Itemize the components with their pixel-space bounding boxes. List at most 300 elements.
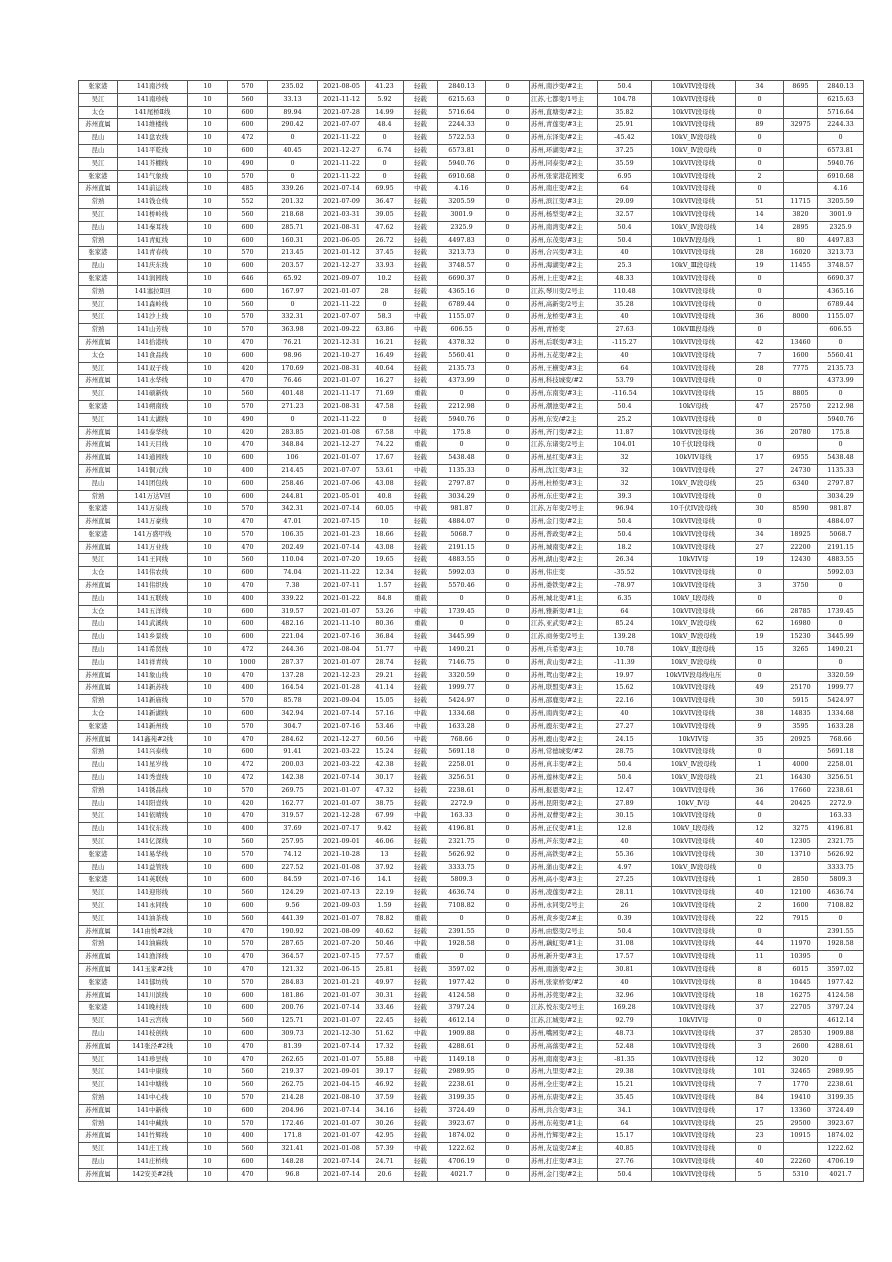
table-row [79,1027,864,1040]
table-cell: 25170 [784,682,818,695]
table-cell: 53.61 [366,464,404,477]
table-cell: 560 [228,1066,268,1079]
table-cell: 40 [736,887,784,900]
table-cell: 4021.7 [818,1168,864,1181]
table-row [79,823,864,836]
table-row [79,1117,864,1130]
table-cell: 1600 [784,900,818,913]
table-cell: 15 [736,388,784,401]
table-cell: 10kVIV段母线 [652,695,736,708]
table-cell: 苏州直属 [79,541,118,554]
table-cell: 142.38 [268,772,318,785]
table-cell: 10 [188,170,228,183]
table-cell: 2021-01-07 [318,1130,366,1143]
table-row [79,362,864,375]
table-cell: 2600 [784,1040,818,1053]
table-cell: 36 [736,311,784,324]
table-cell: 0 [818,388,864,401]
table-cell: 2021-07-14 [318,708,366,721]
table-cell: 141珍昙线 [118,1053,188,1066]
table-cell: 24730 [784,464,818,477]
table-cell: 50.4 [598,1168,652,1181]
table-cell: 11.87 [598,426,652,439]
table-cell: 25750 [784,400,818,413]
table-cell: 37.45 [366,247,404,260]
table-cell: 570 [228,720,268,733]
table-cell: 轻载 [404,823,438,836]
table-cell: 3724.49 [438,1104,486,1117]
table-cell: 271.23 [268,400,318,413]
table-cell: 1155.07 [818,311,864,324]
table-cell: 10 [188,247,228,260]
table-cell: 苏州,金门变/#2主 [530,1168,598,1181]
table-cell [784,1143,818,1156]
table-cell: 10kVIV段母线 [652,375,736,388]
table-row [79,1130,864,1143]
table-cell: 4883.55 [438,554,486,567]
table-row [79,81,864,94]
table-row [79,272,864,285]
table-cell: -78.97 [598,580,652,593]
table-cell: 2212.98 [438,400,486,413]
table-cell: 2021-07-20 [318,938,366,951]
table-cell: 苏州,杜桥变/#3主 [530,477,598,490]
table-cell: 0 [486,1015,530,1028]
table-cell: 35.59 [598,157,652,170]
table-cell: 472 [228,759,268,772]
table-cell: 10kVIV段母线 [652,720,736,733]
table-cell: 5438.48 [818,452,864,465]
table-cell: 0 [486,106,530,119]
table-cell: 570 [228,503,268,516]
table-cell: 0 [486,989,530,1002]
table-cell: 苏州,城北变/#1主 [530,592,598,605]
table-cell: 昆山 [79,477,118,490]
table-cell: 235.02 [268,81,318,94]
table-cell: 0 [736,746,784,759]
table-cell: 3748.57 [818,260,864,273]
table-row [79,528,864,541]
table-cell: 141王同线 [118,554,188,567]
table-cell: 10kVIV段母线 [652,1117,736,1130]
table-cell: 4.97 [598,861,652,874]
table-cell: 162.77 [268,797,318,810]
table-cell: 141竹辉线 [118,1130,188,1143]
table-cell: 2021-08-09 [318,925,366,938]
table-row [79,106,864,119]
table-cell: 10 [188,925,228,938]
table-cell: 22 [736,912,784,925]
table-cell: 141云宫线 [118,1015,188,1028]
table-cell: 5691.18 [818,746,864,759]
table-cell: 0 [486,746,530,759]
table-cell: 164.54 [268,682,318,695]
table-cell: 苏州,东苑变/#1主 [530,1117,598,1130]
table-cell: 3001.9 [818,208,864,221]
table-cell: 65.92 [268,272,318,285]
table-cell: 148.28 [268,1155,318,1168]
table-cell: 10 [188,708,228,721]
table-cell: 0 [486,464,530,477]
table-cell: 中载 [404,605,438,618]
table-cell: 2238.61 [818,1079,864,1092]
table-cell: 560 [228,208,268,221]
table-cell: 苏州直属 [79,183,118,196]
table-cell: 2021-03-22 [318,746,366,759]
table-cell: 轻载 [404,247,438,260]
table-cell: 1770 [784,1079,818,1092]
table-cell: 昆山 [79,1155,118,1168]
table-cell: 53.46 [366,720,404,733]
table-cell: 51.62 [366,1027,404,1040]
table-cell: 74.12 [268,848,318,861]
table-cell: 10 [188,1040,228,1053]
table-cell: 0 [736,1015,784,1028]
table-cell: 昆山 [79,823,118,836]
table-cell: 19 [736,554,784,567]
table-cell: 570 [228,695,268,708]
table-cell: 24.15 [598,733,652,746]
table-cell: 121.32 [268,963,318,976]
table-cell: 苏州,昆阳变/#2主 [530,797,598,810]
table-cell: 10 [188,1002,228,1015]
table-cell: 0 [486,1002,530,1015]
table-cell: 2021-03-31 [318,208,366,221]
table-cell: 5.92 [366,93,404,106]
table-cell: 600 [228,989,268,1002]
table-cell: 10 [188,388,228,401]
table-cell: 141庆东线 [118,260,188,273]
table-cell: 600 [228,260,268,273]
table-cell: 141中新线 [118,1104,188,1117]
table-cell: 0 [486,298,530,311]
table-cell: 244.81 [268,490,318,503]
table-row [79,1053,864,1066]
table-cell: 141新州线 [118,720,188,733]
table-cell: 12 [736,823,784,836]
table-cell: 1977.42 [438,976,486,989]
table-cell: 287.65 [268,938,318,951]
table-cell: 35.45 [598,1091,652,1104]
table-cell: 吴江 [79,887,118,900]
table-cell: 0 [486,1143,530,1156]
table-cell: 3597.02 [438,963,486,976]
table-cell: 141象山线 [118,669,188,682]
table-cell: 2021-01-22 [318,592,366,605]
table-cell: 40 [598,976,652,989]
table-cell: 67.58 [366,426,404,439]
table-cell: 11970 [784,938,818,951]
table-cell: 2 [736,170,784,183]
table-cell: 10kVIV段母线 [652,464,736,477]
table-cell: 1 [736,759,784,772]
table-cell: 768.66 [438,733,486,746]
table-cell: 39.17 [366,1066,404,1079]
table-cell: 420 [228,426,268,439]
table-cell: 470 [228,733,268,746]
table-cell: 10kVIV段母线 [652,106,736,119]
table-cell: 张家港 [79,720,118,733]
table-cell: 141南珍线 [118,93,188,106]
table-cell: 85.24 [598,618,652,631]
table-cell: 16430 [784,772,818,785]
table-cell: 77.57 [366,951,404,964]
table-row [79,963,864,976]
table-cell: 141润园线 [118,272,188,285]
table-cell: 轻载 [404,925,438,938]
table-cell: 10 [188,989,228,1002]
table-cell: 10 [188,797,228,810]
table-row [79,848,864,861]
table-row [79,695,864,708]
table-cell: 2021-07-16 [318,874,366,887]
table-cell [784,861,818,874]
table-cell: 中载 [404,720,438,733]
table-cell: 3034.29 [438,490,486,503]
table-cell: 6955 [784,452,818,465]
table-cell: 62 [736,618,784,631]
table-cell: 22260 [784,1155,818,1168]
table-cell: 170.69 [268,362,318,375]
table-cell: 0 [736,144,784,157]
table-cell: 1222.62 [438,1143,486,1156]
table-cell: 0 [818,336,864,349]
table-cell: 141前运线 [118,183,188,196]
table-cell: 0 [736,93,784,106]
table-cell: 0 [268,157,318,170]
table-cell: 175.8 [438,426,486,439]
table-cell: 10 [188,1130,228,1143]
table-cell: 轻载 [404,1168,438,1181]
table-cell: 470 [228,541,268,554]
table-cell: 15.17 [598,1130,652,1143]
table-cell: 5068.7 [818,528,864,541]
table-cell: 50.4 [598,772,652,785]
table-cell: 10kVIV段母线 [652,567,736,580]
table-cell: 20925 [784,733,818,746]
table-cell: 84 [736,1091,784,1104]
table-cell: 141中心线 [118,1091,188,1104]
table-cell: 苏州,高新变/2号主 [530,298,598,311]
table-cell: 苏州直属 [79,452,118,465]
table-cell: 25.81 [366,963,404,976]
table-cell: 昆山 [79,656,118,669]
table-cell: 262.65 [268,1053,318,1066]
table-cell: 中载 [404,708,438,721]
table-cell: 5940.76 [438,413,486,426]
table-cell: 141永同线 [118,900,188,913]
table-cell: 0 [736,272,784,285]
table-cell: 重载 [404,618,438,631]
table-cell: 1222.62 [818,1143,864,1156]
table-cell: -35.52 [598,567,652,580]
table-cell: 64 [598,605,652,618]
table-cell: 74.22 [366,439,404,452]
table-cell: 常熟 [79,324,118,337]
table-cell: 10 [188,464,228,477]
table-cell: 1739.45 [438,605,486,618]
table-cell: 0 [818,439,864,452]
table-cell: 0 [736,298,784,311]
table-cell: 0 [486,1091,530,1104]
table-cell: 13710 [784,848,818,861]
table-cell: 141张泾#2线 [118,1040,188,1053]
table-cell: 10kVIV段母线 [652,1040,736,1053]
table-cell: 5310 [784,1168,818,1181]
table-cell: 3213.73 [818,247,864,260]
table-cell: 中载 [404,426,438,439]
table-cell: 5716.64 [438,106,486,119]
table-cell: 92.79 [598,1015,652,1028]
table-cell: 2840.13 [438,81,486,94]
table-cell: 3 [736,580,784,593]
table-cell: 轻载 [404,1155,438,1168]
table-cell: 319.57 [268,605,318,618]
table-cell: 34.1 [598,1104,652,1117]
table-cell: 64 [598,362,652,375]
table-cell: 苏州,湖山变/#2主 [530,554,598,567]
table-cell: 苏州,莲林变/#2主 [530,772,598,785]
table-row [79,631,864,644]
table-cell: 6015 [784,963,818,976]
table-cell: 400 [228,592,268,605]
table-cell: 苏州直属 [79,1104,118,1117]
table-row [79,644,864,657]
table-cell: 4288.61 [818,1040,864,1053]
table-cell: 2021-11-17 [318,388,366,401]
table-cell: 30.26 [366,1117,404,1130]
table-cell: 10 [188,311,228,324]
table-cell: 常熟 [79,285,118,298]
table-row [79,836,864,849]
table-cell: 141星岁线 [118,759,188,772]
table-cell: 轻载 [404,669,438,682]
table-cell: 10395 [784,951,818,964]
table-cell: 0 [486,592,530,605]
table-cell: 2021-07-06 [318,477,366,490]
table-cell [784,925,818,938]
table-cell: 35 [736,733,784,746]
table-cell: 0 [486,375,530,388]
table-cell: 10kVIV段母线 [652,900,736,913]
table-cell: 41.23 [366,81,404,94]
table-cell: 2021-01-07 [318,1015,366,1028]
table-cell: 36 [736,426,784,439]
table-cell: 3748.57 [438,260,486,273]
table-cell: 470 [228,439,268,452]
table-cell: 2021-09-01 [318,1066,366,1079]
table-cell: 10 [188,516,228,529]
table-cell: 10 [188,528,228,541]
table-cell: 400 [228,682,268,695]
table-cell: 1999.77 [438,682,486,695]
table-cell: 轻载 [404,848,438,861]
table-cell: 71.69 [366,388,404,401]
table-cell: 2021-07-20 [318,554,366,567]
table-cell: 0 [486,541,530,554]
table-cell: 0 [486,618,530,631]
table-cell: 2021-10-27 [318,349,366,362]
table-cell: 34 [736,528,784,541]
table-cell: 3213.73 [438,247,486,260]
table-cell: 昆山 [79,592,118,605]
table-cell: 10kVIV段母线 [652,1079,736,1092]
table-row [79,208,864,221]
table-cell: 10 [188,618,228,631]
table-cell: 10kVIV段母线 [652,93,736,106]
table-cell: 1 [736,874,784,887]
table-cell: 81.39 [268,1040,318,1053]
table-cell: 33.13 [268,93,318,106]
table-cell: 0 [486,963,530,976]
table-cell: 10 [188,285,228,298]
table-cell: 104.78 [598,93,652,106]
table-cell: 10 [188,605,228,618]
table-cell: 28.11 [598,887,652,900]
table-cell: 16275 [784,989,818,1002]
table-cell: 10 [188,234,228,247]
table-cell: 401.48 [268,388,318,401]
table-cell: 14 [736,208,784,221]
table-cell: 苏州,娄铁变/#2主 [530,580,598,593]
table-cell: 89.94 [268,106,318,119]
table-cell: 141晚村线 [118,1002,188,1015]
table-cell: 3445.99 [438,631,486,644]
table-cell: 41.14 [366,682,404,695]
table-cell: 10 [188,938,228,951]
table-cell: 6910.68 [818,170,864,183]
table-cell: 中载 [404,938,438,951]
table-cell: 38 [736,708,784,721]
table-row [79,311,864,324]
table-cell: 10kVIV段母线电压 [652,669,736,682]
table-cell: 5940.76 [818,157,864,170]
table-cell: 4196.81 [438,823,486,836]
table-cell: 141依晴线 [118,810,188,823]
table-cell: 470 [228,951,268,964]
table-cell: 2021-11-12 [318,93,366,106]
table-cell: 244.36 [268,644,318,657]
table-cell: 常熟 [79,784,118,797]
table-cell: 0 [486,503,530,516]
table-cell: 0 [486,861,530,874]
table-cell: 2021-03-22 [318,759,366,772]
table-cell: 4.16 [818,183,864,196]
table-cell: 轻载 [404,234,438,247]
table-cell: 轻载 [404,1040,438,1053]
table-cell: 0 [486,554,530,567]
table-cell: 7146.75 [438,656,486,669]
table-cell: 110.04 [268,554,318,567]
table-cell: 214.28 [268,1091,318,1104]
table-cell: 10 [188,413,228,426]
table-cell: 3256.51 [818,772,864,785]
table-cell: 40 [598,708,652,721]
table-cell: 苏州,同泰变/#2主 [530,157,598,170]
table-cell: 0 [736,285,784,298]
table-cell: 苏州,正仪变/#1主 [530,823,598,836]
table-cell: 苏州,东泽变/#2主 [530,132,598,145]
table-cell: 141新苏线 [118,682,188,695]
table-cell: 10 [188,349,228,362]
table-cell: 570 [228,324,268,337]
table-cell: 2021-09-04 [318,695,366,708]
table-cell: 40.64 [366,362,404,375]
table-cell: 轻载 [404,836,438,849]
table-cell: 10 [188,324,228,337]
table-cell: 2021-08-31 [318,400,366,413]
table-cell: 4373.99 [438,375,486,388]
